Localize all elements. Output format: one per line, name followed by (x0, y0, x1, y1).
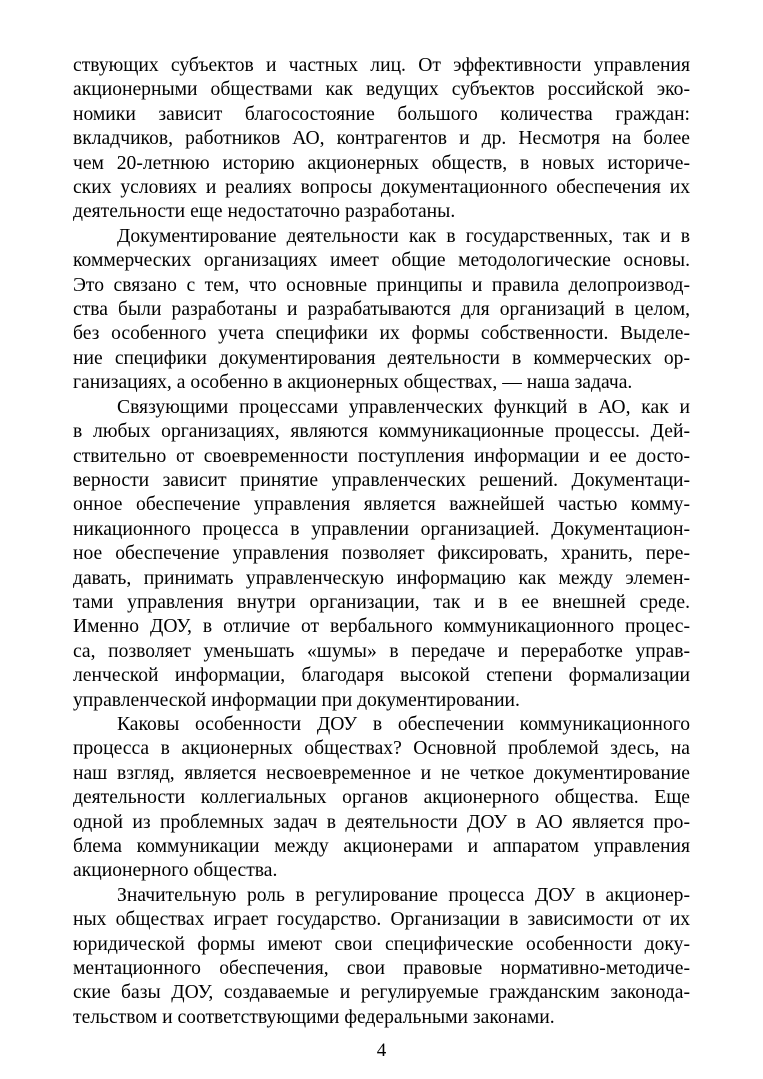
text-line: управленческой информации при документировании. (73, 689, 520, 711)
text-line: ганизациях, а особенно в акционерных обществах, — наша задача. (73, 372, 633, 394)
text-line: тельством и соответствующими федеральными законами. (73, 1006, 555, 1028)
text-line: номики зависит благосостояние большого количества граждан: (73, 103, 690, 125)
paragraph-4 (73, 713, 690, 884)
text-line: Документирование деятельности как в государственных, так и в (117, 225, 690, 247)
text-line: давать, принимать управленческую информацию как между элемен- (73, 567, 690, 589)
text-line: процесса в акционерных обществах? Основной проблемой здесь, на (73, 738, 690, 760)
paragraph-5 (73, 884, 690, 1030)
text-line: ские базы ДОУ, создаваемые и регулируемые гражданским законода- (73, 982, 690, 1004)
text-line: одной из проблемных задач в деятельности ДОУ в АО является про- (73, 811, 690, 833)
text-line: ленческой информации, благодаря высокой степени формализации (73, 665, 690, 687)
text-line: чем 20-летнюю историю акционерных обществ, в новых историче- (73, 152, 690, 174)
text-line: акционерными обществами как ведущих субъектов российской эко- (73, 79, 690, 101)
text-line: блема коммуникации между акционерами и аппаратом управления (73, 836, 690, 857)
text-line: са, позволяет уменьшать «шумы» в передаче и переработке управ- (73, 640, 690, 662)
text-line: тами управления внутри организации, так и в ее внешней среде. (73, 591, 690, 613)
text-line: коммерческих организациях имеет общие методологические основы. (73, 250, 690, 272)
paragraph-2 (73, 225, 690, 396)
text-line: Связующими процессами управленческих функций в АО, как и (117, 396, 690, 418)
text-line: ствующих субъектов и частных лиц. От эффективности управления (73, 55, 690, 76)
text-line: ное обеспечение управления позволяет фиксировать, хранить, пере- (73, 543, 690, 565)
text-line: вкладчиков, работников АО, контрагентов и др. Несмотря на более (73, 128, 690, 150)
page-number: 4 (376, 1040, 387, 1061)
page-body (73, 54, 690, 1030)
text-line: никационного процесса в управлении организацией. Документацион- (73, 518, 690, 540)
text-line: деятельности коллегиальных органов акционерного общества. Еще (73, 787, 690, 809)
text-line: в любых организациях, являются коммуникационные процессы. Дей- (73, 421, 690, 443)
text-line: без особенного учета специфики их формы собственности. Выделе- (73, 323, 690, 345)
text-line: онное обеспечение управления является важнейшей частью комму- (73, 494, 690, 516)
text-line: ства были разработаны и разрабатываются для организаций в целом, (73, 299, 690, 321)
text-line: Именно ДОУ, в отличие от вербального коммуникационного процес- (73, 616, 690, 638)
paragraph-3 (73, 396, 690, 713)
text-line: Это связано с тем, что основные принципы и правила делопроизвод- (73, 274, 690, 296)
text-line: ментационного обеспечения, свои правовые нормативно-методиче- (73, 958, 690, 980)
text-line: ских условиях и реалиях вопросы документационного обеспечения их (73, 177, 690, 199)
text-line: акционерного общества. (73, 860, 278, 882)
paragraph-1 (73, 54, 690, 225)
text-line: Значительную роль в регулирование процесса ДОУ в акционер- (117, 884, 690, 906)
text-line: ние специфики документирования деятельности в коммерческих ор- (73, 347, 690, 369)
text-line: ных обществах играет государство. Организации в зависимости от их (73, 909, 690, 931)
text-line: Каковы особенности ДОУ в обеспечении коммуникационного (117, 713, 690, 735)
text-line: деятельности еще недостаточно разработаны. (73, 201, 456, 223)
text-line: верности зависит принятие управленческих решений. Документаци- (73, 469, 690, 491)
text-line: наш взгляд, является несвоевременное и не четкое документирование (73, 762, 690, 784)
text-line: ствительно от своевременности поступления информации и ее досто- (73, 445, 690, 467)
text-line: юридической формы имеют свои специфические особенности доку- (73, 933, 690, 955)
